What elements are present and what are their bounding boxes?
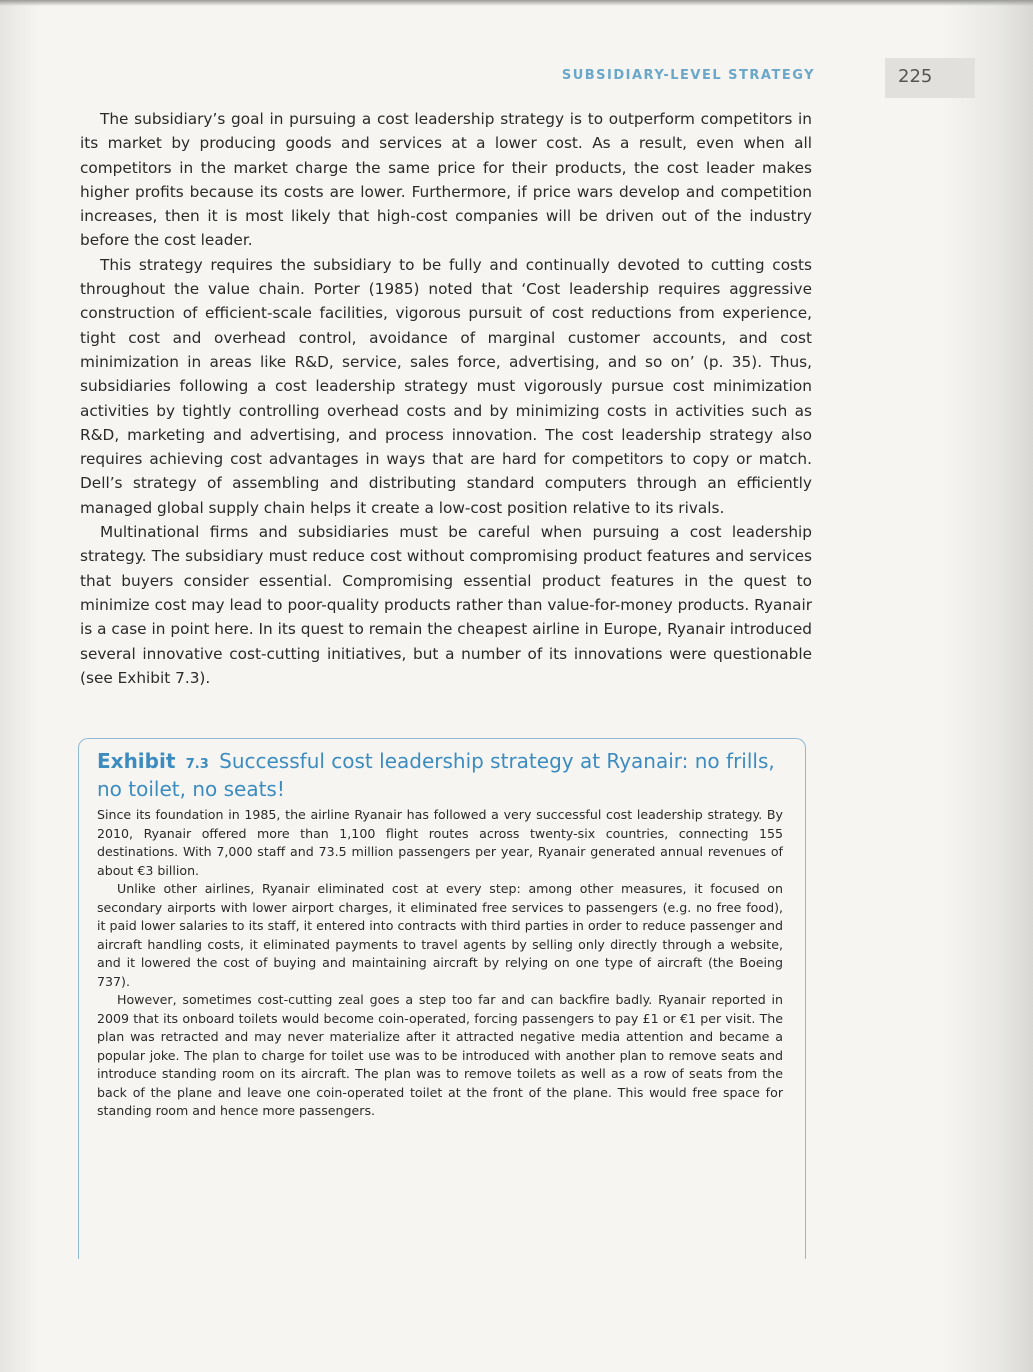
exhibit-paragraph: However, sometimes cost-cutting zeal goes a step too far and can backfire badly. Ryanair reported in 2009 that its onboard toilets would become coin-operated, forcing passengers to pay £1 or €1 per visit. The plan was retracted and may never materialize after it attracted negative media attention and became a popular joke. The plan to charge for toilet use was to be introduced with another plan to remove seats and introduce standing room on its aircraft. The plan was to remove toilets as well as a row of seats from the back of the plane and leave one coin-operated toilet at the front of the plane. This would free space for standing room and hence more passengers. [97,992,783,1118]
exhibit-paragraph: Since its foundation in 1985, the airline Ryanair has followed a very successful cost leadership strategy. By 2010, Ryanair offered more than 1,100 flight routes across twenty-six countries, connecting 155 destinations. With 7,000 staff and 73.5 million passengers per year, Ryanair generated annual revenues of about €3 billion. [97,807,783,878]
exhibit-number: 7.3 [185,757,209,772]
exhibit-label: Exhibit [97,749,176,773]
exhibit-title-text: Successful cost leadership strategy at Ryanair: no frills, no toilet, no seats! [97,749,775,801]
page-edge-shadow [943,0,1033,1372]
body-paragraph: The subsidiary’s goal in pursuing a cost leadership strategy is to outperform competitors in its market by producing goods and services at a lower cost. As a result, even when all competitors in the market charge the same price for their products, the cost leader makes higher profits because its costs are lower. Furthermore, if price wars develop and competition increases, then it is most likely that high-cost companies will be driven out of the industry before the cost leader. [80,110,812,250]
body-text [80,107,812,690]
page-gutter-shadow [0,0,40,1372]
exhibit-box [78,738,806,1259]
scan-top-edge [0,0,1033,6]
page-number: 225 [898,66,933,87]
body-paragraph: Multinational firms and subsidiaries must be careful when pursuing a cost leadership strategy. The subsidiary must reduce cost without compromising product features and services that buyers consider essential. Compromising essential product features in the quest to minimize cost may lead to poor-quality products rather than value-for-money products. Ryanair is a case in point here. In its quest to remain the cheapest airline in Europe, Ryanair introduced several innovative cost-cutting initiatives, but a number of its innovations were questionable (see Exhibit 7.3). [80,523,812,687]
exhibit-body [97,806,783,1121]
exhibit-title [97,749,777,802]
exhibit-paragraph: Unlike other airlines, Ryanair eliminated cost at every step: among other measures, it focused on secondary airports with lower airport charges, it eliminated free services to passengers (e.g. no free food), it paid lower salaries to its staff, it entered into contracts with third parties in order to reduce passenger and aircraft handling costs, it eliminated payments to travel agents by selling only directly through a website, and it lowered the cost of buying and maintaining aircraft by relying on one type of aircraft (the Boeing 737). [97,881,783,989]
running-head: SUBSIDIARY-LEVEL STRATEGY [561,68,815,83]
body-paragraph: This strategy requires the subsidiary to be fully and continually devoted to cutting costs throughout the value chain. Porter (1985) noted that ‘Cost leadership requires aggressive construction of efficient-scale facilities, vigorous pursuit of cost reductions from experience, tight cost and overhead control, avoidance of marginal customer accounts, and cost minimization in areas like R&D, service, sales force, advertising, and so on’ (p. 35). Thus, subsidiaries following a cost leadership strategy must vigorously pursue cost minimization activities by tightly controlling overhead costs and by minimizing costs in activities such as R&D, marketing and advertising, and process innovation. The cost leadership strategy also requires achieving cost advantages in ways that are hard for competitors to copy or match. Dell’s strategy of assembling and distributing standard computers through an efficiently managed global supply chain helps it create a low-cost position relative to its rivals. [80,255,812,517]
